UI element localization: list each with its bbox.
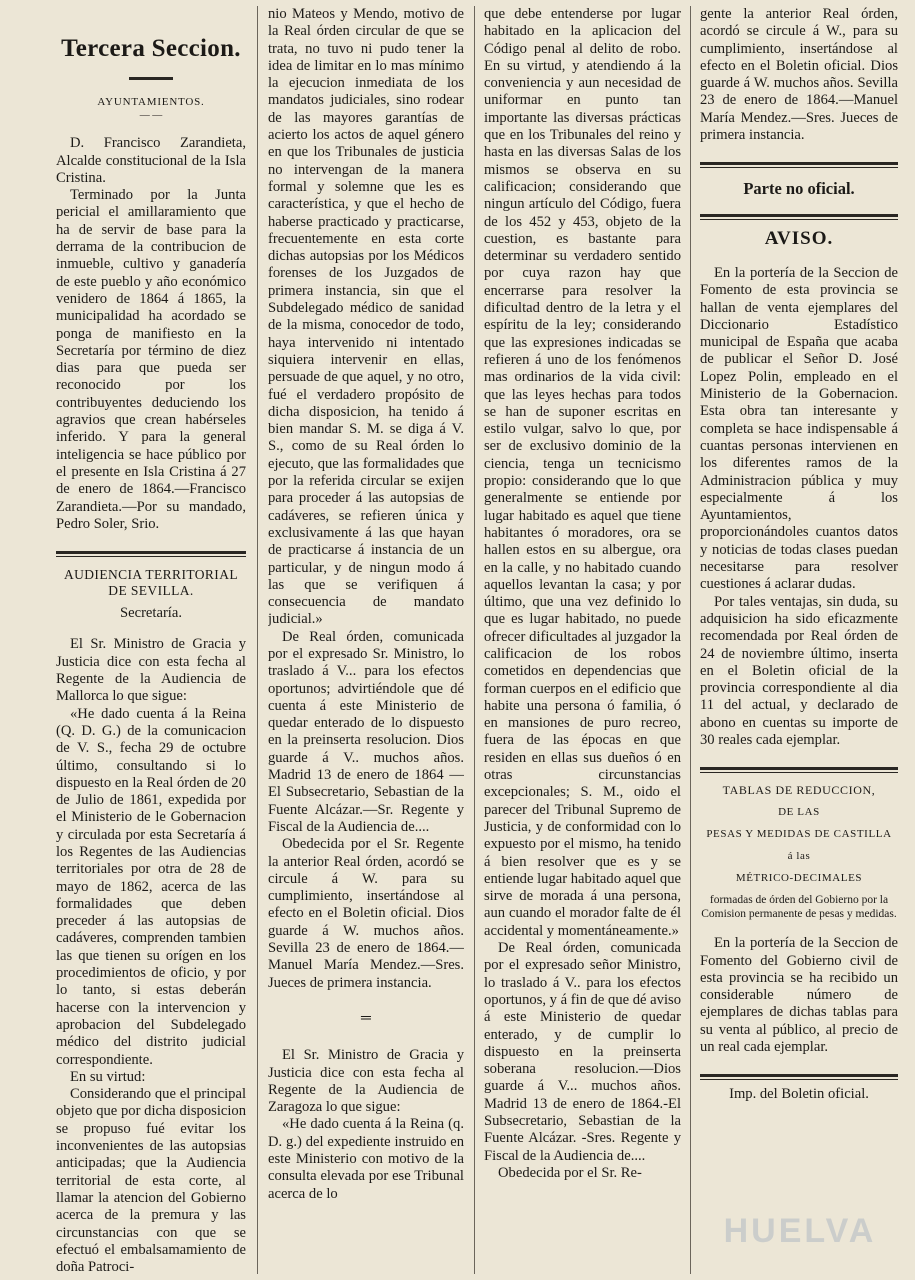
section-title: Tercera Seccion. xyxy=(61,35,241,62)
tablas-heading: MÉTRICO-DECIMALES xyxy=(735,872,863,885)
column-rule xyxy=(690,6,691,1274)
paragraph: De Real órden, comunicada por el expresado señor Ministro, lo traslado á V.. para los efectos oportunos, y á fin de que dé aviso á este Ministerio de quedar enterado, y de cumplir lo dispuesto en la preinserta soberana resolucion.—Dios guarde á V... muchos años. Madrid 13 de enero de 1864.-El Subsecretario, Sebastian de la Fuente Alcázar. -Sres. Regente y Fiscal de la Audiencia de.... xyxy=(484,940,681,1164)
paragraph: que debe entenderse por lugar habitado en la aplicacion del Código penal al delito de robo. En su virtud, y atendiendo á la conveniencia y aun necesidad de uniformar en punto tan importante las diversas prácticas que en los Tribunales del reino y hasta en las diversas Salas de los mismos se observa en su calificacion; considerando que ningun artículo del Código, fuera de los 452 y 453, objeto de la cuestion, es bastante para determinar su verdadero sentido por cuya razon hay que encerrarse para resolver la dificultad dentro de la letra y el espíritu de la ley; considerando que las expresiones indicadas se refieren á uno de los fenómenos mas ordinarios de la vida civil: que las leyes hechas para todos se han de suponer escritas en estilo vulgar, salvo lo que, por ser de exclusivo dominio de la ciencia, tenga un tecnicismo propio: considerando que lo que generalmente se entiende por lugar habitado es aquel que tiene habitantes ó moradores, ora se hallen estos en su albergue, ora en la calle, y no habitado cuando aquellos levantan la casa; y por último, que una vez definido lo que es lugar habitado, no puede ofrecer dificultades al juzgador la calificacion de los robos cometidos en dependencias que forman cuerpos en el edificio que habite una persona ó familia, ó en mansiones de puro recreo, fuera de las épocas en que residen en ellas sus dueños ó en otras circunstancias excepcionales; S. M., oido el parecer del Tribunal Supremo de Justicia, y de conformidad con lo expuesto por el mismo, ha tenido á bien resolver que es y se entiende lugar habitado aquel que sirve de morada á una persona, aun cuando el morador falte de él accidental y momentáneamente.» xyxy=(484,6,681,939)
audiencia-heading: AUDIENCIA TERRITORIAL DE SEVILLA. xyxy=(63,567,239,599)
heavy-rule xyxy=(56,551,246,554)
column-2 xyxy=(268,6,464,1276)
thin-rule xyxy=(700,167,898,168)
thin-rule xyxy=(700,1079,898,1080)
thin-rule xyxy=(700,772,898,773)
paragraph: «He dado cuenta á la Reina (Q. D. G.) de la comunicacion de V. S., fecha 29 de octubre último, consultando si lo dispuesto en la Real órden de 20 de Julio de 1861, expedida por el Ministerio de le Gobernacion y circulada por esta Secretaría á los Regentes de las Audiencias territoriales por otra de 28 de mayo de 1862, acerca de las formalidades que deben preceder á las autopsias de cadáveres, comprenden tambien las que tienen su orígen en los procedimientos de oficio, y por lo tanto, si estas deberán hacerse con la intervencion y aprobacion del Subdelegado médico del distrito judicial correspondiente. xyxy=(56,705,246,1068)
paragraph: Por tales ventajas, sin duda, su adquisicion ha sido eficazmente recomendada por Real órden de 24 de noviembre último, inserta en el Boletin oficial de la provincia correspondiente al dia 11 del actual, y declarado de abono en cuentas su importe de 30 reales cada ejemplar. xyxy=(700,593,898,748)
paragraph: nio Mateos y Mendo, motivo de la Real órden circular de que se trata, no tuvo ni pudo tener la idea de limitar en lo mas mínimo la ejecucion inmediata de los mandatos judiciales, sino rodear de las mayores garantías de acierto los actos de aquel género en que los Tribunales de justicia no intervengan de la manera formal y solemne que les es característica, y que el hecho de haberse practicado y practicarse, frecuentemente en esta corte dichas autopsias por los Médicos forenses de los Juzgados de primera instancia, sin que el Subdelegado médico de sanidad de la misma, conocedor de todo, haya intervenido ni intentado siquiera intervenir en ellas, persuade de que aquel, y no otro, fué el verdadero propósito de dicha disposicion, ha tenido á bien mandar S. M. se diga á V. S., como de su Real órden lo ejecuto, que las formalidades que por la referida circular se exijen para proceder á las autopsias de cadáveres, se refieren única y exclusivamente á las que hayan de practicarse á instancia de un particular, y de ningun modo á las que se verifiquen á consecuencia de mandato judicial.» xyxy=(268,6,464,628)
column-rule xyxy=(474,6,475,1274)
tablas-heading: á las xyxy=(787,850,811,863)
thin-rule xyxy=(56,556,246,557)
library-watermark: HUELVA xyxy=(723,1212,877,1250)
column-4 xyxy=(700,6,898,1276)
tablas-heading: DE LAS xyxy=(778,806,820,819)
column-3 xyxy=(484,6,681,1276)
secretaria-heading: Secretaría. xyxy=(120,605,182,622)
notice-body: Terminado por la Junta pericial el amillaramiento que ha de servir de base para la derrama de la contribucion de inmueble, cultivo y ganadería de este pueblo y año económico venidero de 1864 á 1865, la municipalidad ha acordado se ponga de manifiesto en la Secretaría por término de diez dias para que pueda ser reconocido por los contribuyentes deduciendo los agravios que crean habérseles inferido. Y para la general inteligencia se hace público por el presente en Isla Cristina á 27 de enero de 1864.—Francisco Zarandieta.—Por su mandado, Pedro Soler, Srio. xyxy=(56,187,246,532)
paragraph: De Real órden, comunicada por el expresado Sr. Ministro, lo traslado á V... para los efectos oportunos; advirtiéndole que dé cuenta á este Ministerio de quedar enterado de lo dispuesto en la preinserta resolucion. Dios guarde á V.. muchos años. Madrid 13 de enero de 1864 — El Subsecretario, Sebastian de la Fuente Alcázar.—Sr. Regente y Fiscal de la Audiencia de.... xyxy=(268,628,464,835)
column-1 xyxy=(56,6,246,1276)
tablas-heading: PESAS Y MEDIDAS DE CASTILLA xyxy=(706,828,892,841)
thin-rule xyxy=(700,219,898,220)
paragraph: El Sr. Ministro de Gracia y Justicia dice con esta fecha al Regente de la Audiencia de Zaragoza lo que sigue: xyxy=(268,1047,464,1116)
paragraph: En la portería de la Seccion de Fomento de esta provincia se hallan de venta ejemplares del Diccionario Estadístico municipal de España que acaba de publicar el Señor D. José Lopez Polin, empleado en el Ministerio de la Gobernacion. Esta obra tan interesante y completa se hace indispensable á cuantas personas intervienen en los diferentes ramos de la Administracion pública y muy especialmente á los Ayuntamientos, proporcionándoles cuantos datos y noticias de todas clases puedan necesitarse para resolver cuestiones á aclarar dudas. xyxy=(700,264,898,593)
paragraph: gente la anterior Real órden, acordó se circule á W., para su cumplimiento, insertándose al efecto en el Boletin oficial. Dios guarde á W. muchos años. Sevilla 23 de enero de 1864.—Manuel María Mendez.—Sres. Jueces de primera instancia. xyxy=(700,6,898,144)
divider: ═ xyxy=(361,1010,371,1026)
column-rule xyxy=(257,6,258,1274)
paragraph: Obedecida por el Sr. Re- xyxy=(498,1164,642,1181)
paragraph: El Sr. Ministro de Gracia y Justicia dice con esta fecha al Regente de la Audiencia de Mallorca lo que sigue: xyxy=(56,636,246,705)
parte-no-oficial-heading: Parte no oficial. xyxy=(743,179,855,199)
aviso-heading: AVISO. xyxy=(764,227,834,249)
heavy-rule xyxy=(700,214,898,217)
paragraph: «He dado cuenta á la Reina (q. D. g.) del expediente instruido en este Ministerio con motivo de la consulta elevada por ese Tribunal acerca de lo xyxy=(268,1116,464,1202)
ayuntamientos-heading: AYUNTAMIENTOS. xyxy=(97,96,205,109)
short-rule: — — xyxy=(139,110,163,122)
tablas-note: formadas de órden del Gobierno por la Comision permanente de pesas y medidas. xyxy=(701,894,897,921)
paragraph: En su virtud: xyxy=(70,1068,146,1085)
paragraph: Obedecida por el Sr. Regente la anterior Real órden, acordó se circule á W. para su cumplimiento, insertándose al efecto en el Boletin oficial. Dios guarde á W. muchos años. Sevilla 23 de enero de 1864.—Manuel María Mendez.—Sres. Jueces de primera instancia. xyxy=(268,836,464,991)
heavy-rule xyxy=(700,767,898,770)
heavy-rule xyxy=(700,162,898,165)
ornament-rule xyxy=(56,70,246,87)
paragraph: En la portería de la Seccion de Fomento del Gobierno civil de esta provincia se ha recibido un considerable número de ejemplares de dichas tablas para su venta al público, al precio de un real cada ejemplar. xyxy=(700,935,898,1056)
imprenta-footer: Imp. del Boletin oficial. xyxy=(729,1086,869,1103)
paragraph: Considerando que el principal objeto que por dicha disposicion se propuso fué evitar los inconvenientes de las autopsias anticipadas; que la Audiencia territorial de esta corte, al llamar la atencion del Gobierno acerca de la premura y las circunstancias con que se efectuó el embalsamamiento de doña Patroci- xyxy=(56,1086,246,1276)
notice-heading: D. Francisco Zarandieta, Alcalde constitucional de la Isla Cristina. xyxy=(56,135,246,186)
tablas-heading: TABLAS DE REDUCCION, xyxy=(722,783,876,798)
heavy-rule xyxy=(700,1074,898,1077)
